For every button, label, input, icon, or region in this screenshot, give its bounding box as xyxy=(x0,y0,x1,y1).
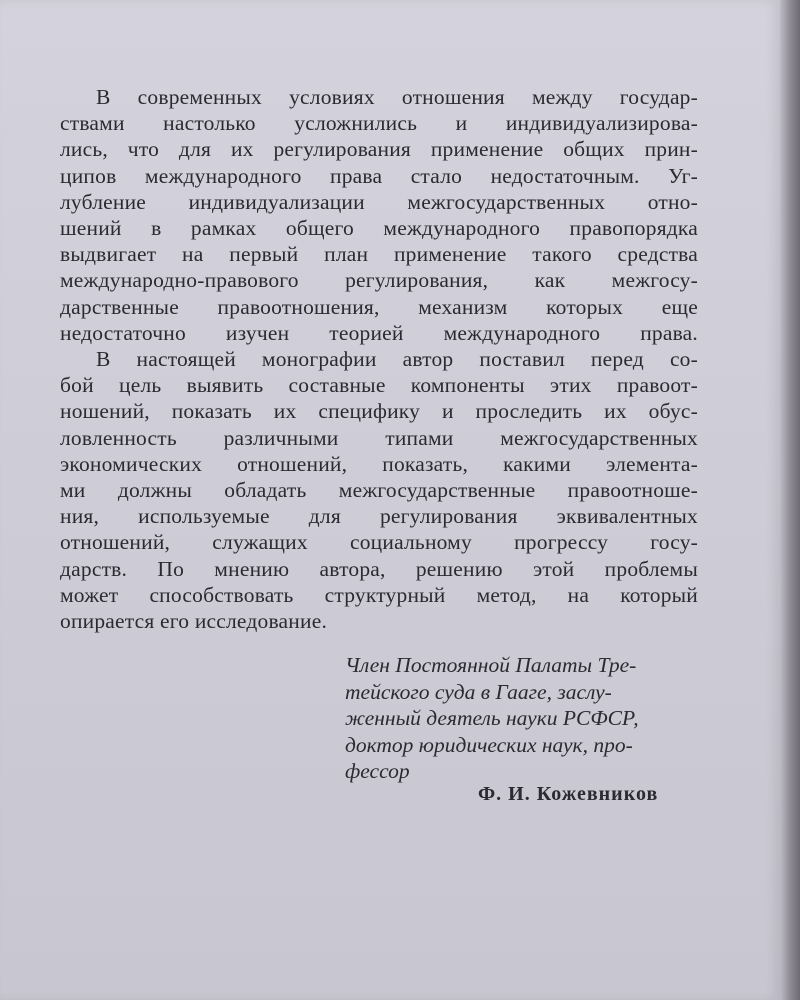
text-line: международно-правового регулирования, как межгосу- xyxy=(60,268,698,293)
text-line: лубление индивидуализации межгосударственных отно- xyxy=(60,189,698,214)
preface-text xyxy=(60,84,698,634)
text-line: ципов международного права стало недостаточным. Уг- xyxy=(60,163,698,188)
text-line: ния, используемые для регулирования эквивалентных xyxy=(60,504,698,529)
text-line: бой цель выявить составные компоненты этих правоот- xyxy=(60,373,698,398)
signature-line: женный деятель науки РСФСР, xyxy=(345,706,639,730)
text-line: дарственные правоотношения, механизм которых еще xyxy=(60,294,698,319)
text-line: опирается его исследование. xyxy=(60,609,328,634)
text-line: В настоящей монографии автор поставил перед со- xyxy=(96,347,698,372)
signature-line: Член Постоянной Палаты Тре- xyxy=(345,653,637,677)
text-line: лись, что для их регулирования применение общих прин- xyxy=(60,137,698,162)
page-edge xyxy=(780,0,800,1000)
text-line: выдвигает на первый план применение такого средства xyxy=(60,242,698,267)
text-line: отношений, служащих социальному прогрессу госу- xyxy=(60,530,698,555)
text-line: ми должны обладать межгосударственные правоотноше- xyxy=(60,478,698,503)
signature-block xyxy=(345,652,700,785)
paragraph-2 xyxy=(60,346,698,634)
text-line: может способствовать структурный метод, на который xyxy=(60,582,698,607)
text-line: ствами настолько усложнились и индивидуализирова- xyxy=(60,111,698,136)
author-name: Ф. И. Кожевников xyxy=(478,783,659,805)
text-line: дарств. По мнению автора, решению этой проблемы xyxy=(60,556,698,581)
signature-line: фессор xyxy=(345,759,410,783)
text-line: ношений, показать их специфику и проследить их обус- xyxy=(60,399,698,424)
text-line: ловленность различными типами межгосударственных xyxy=(60,425,698,450)
paragraph-1 xyxy=(60,84,698,346)
text-line: недостаточно изучен теорией международного права. xyxy=(60,320,698,345)
text-line: экономических отношений, показать, какими элемента- xyxy=(60,451,698,476)
text-line: шений в рамках общего международного правопорядка xyxy=(60,216,698,241)
signature-line: тейского суда в Гааге, заслу- xyxy=(345,679,612,704)
signature-line: доктор юридических наук, про- xyxy=(345,732,633,757)
text-line: В современных условиях отношения между государ- xyxy=(96,85,698,109)
